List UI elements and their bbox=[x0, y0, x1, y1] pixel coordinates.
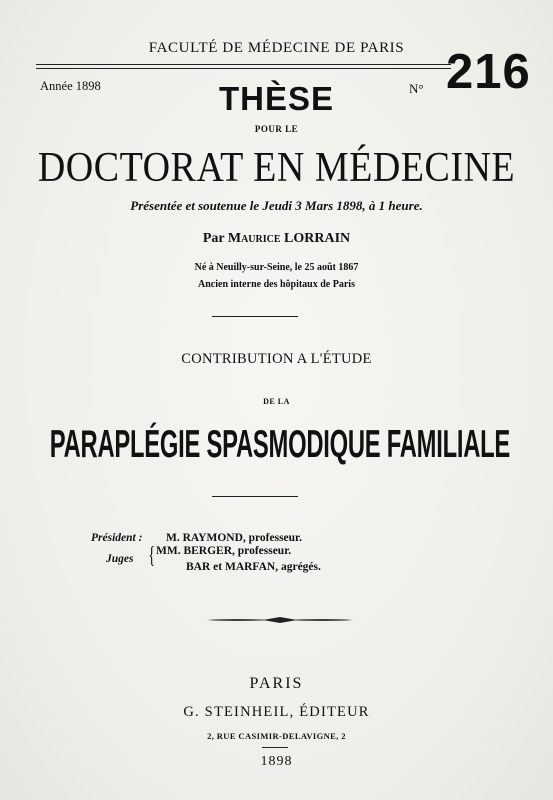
thesis-main-title: PARAPLÉGIE SPASMODIQUE FAMILIALE bbox=[49, 423, 511, 467]
juges-label: Juges bbox=[106, 553, 134, 565]
small-divider bbox=[262, 747, 288, 748]
author-first-name: Maurice bbox=[227, 231, 281, 246]
author-par: Par bbox=[202, 231, 225, 246]
pour-le-text: POUR LE bbox=[254, 124, 299, 134]
these-heading: THÈSE bbox=[218, 80, 335, 117]
doctorat-heading: DOCTORAT EN MÉDECINE bbox=[37, 144, 516, 192]
author-birth: Né à Neuilly-sur-Seine, le 25 août 1867 bbox=[194, 262, 359, 273]
juge-2: BAR et MARFAN, agrégés. bbox=[186, 561, 321, 573]
publisher-city: PARIS bbox=[249, 675, 304, 692]
year-label: Année 1898 bbox=[40, 79, 101, 93]
thesis-number: 216 bbox=[446, 45, 531, 99]
header-rule-top bbox=[36, 64, 451, 65]
brace-glyph: { bbox=[148, 543, 156, 569]
defense-date-line: Présentée et soutenue le Jeudi 3 Mars 1898, à 1 heure. bbox=[130, 198, 423, 213]
publication-year: 1898 bbox=[260, 754, 293, 769]
publisher-name: G. STEINHEIL, ÉDITEUR bbox=[183, 704, 370, 720]
author-position: Ancien interne des hôpitaux de Paris bbox=[198, 279, 355, 290]
author-last-name: LORRAIN bbox=[284, 231, 351, 246]
de-la-text: DE LA bbox=[263, 397, 290, 406]
juge-1: MM. BERGER, professeur. bbox=[156, 545, 292, 557]
publisher-address: 2, RUE CASIMIR-DELAVIGNE, 2 bbox=[207, 731, 346, 741]
author-line bbox=[0, 231, 553, 247]
faculty-heading: FACULTÉ DE MÉDECINE DE PARIS bbox=[148, 40, 405, 56]
president-label: Président : bbox=[91, 532, 143, 544]
header-rule-bottom bbox=[36, 68, 451, 69]
divider-rule bbox=[212, 496, 298, 497]
divider-rule bbox=[212, 316, 298, 317]
president-name: M. RAYMOND, professeur. bbox=[166, 532, 302, 544]
ornamental-rule bbox=[205, 615, 355, 625]
number-label: N° bbox=[409, 81, 424, 96]
contribution-heading: CONTRIBUTION A L'ÉTUDE bbox=[181, 351, 372, 367]
